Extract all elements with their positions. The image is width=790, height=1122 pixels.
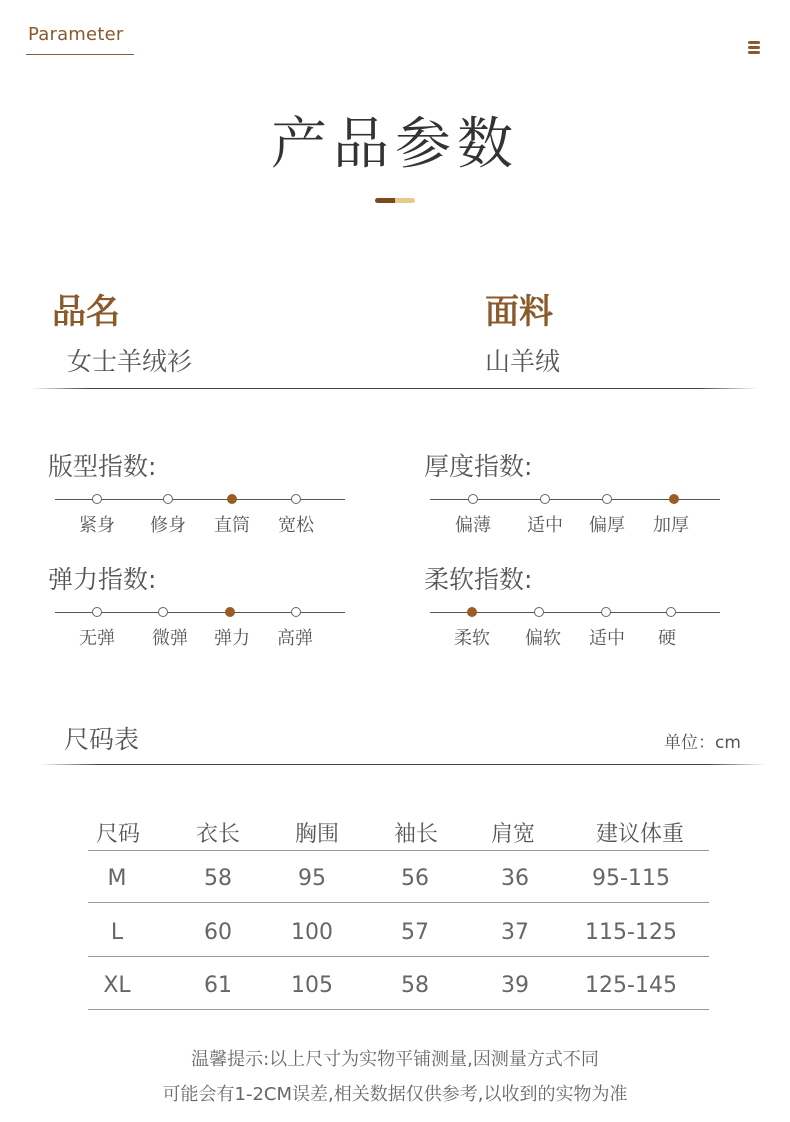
name-heading: 品名 — [52, 292, 120, 332]
thickness-index-label: 厚度指数: — [424, 452, 533, 481]
table-cell: 56 — [401, 866, 429, 891]
unit-label: 单位：cm — [664, 733, 741, 753]
table-row-divider — [88, 902, 709, 903]
tip-line-1: 温馨提示:以上尺寸为实物平铺测量,因测量方式不同 — [191, 1049, 599, 1070]
fit-option-dot[interactable] — [227, 494, 237, 504]
table-cell: 95 — [298, 866, 326, 891]
table-cell: L — [110, 920, 124, 945]
material-heading: 面料 — [485, 292, 553, 332]
fit-option-label: 宽松 — [278, 515, 314, 536]
fit-option-dot[interactable] — [291, 494, 301, 504]
thickness-option-dot[interactable] — [468, 494, 478, 504]
brand-label: Parameter — [28, 24, 124, 45]
elasticity-option-dot[interactable] — [158, 607, 168, 617]
thickness-option-label: 偏厚 — [589, 515, 625, 536]
table-cell: 105 — [291, 973, 333, 998]
table-header-cell: 袖长 — [393, 822, 439, 847]
table-cell: 115-125 — [585, 920, 677, 945]
tip-line-2: 可能会有1-2CM误差,相关数据仅供参考,以收到的实物为准 — [162, 1084, 628, 1105]
elasticity-option-label: 高弹 — [277, 628, 313, 649]
elasticity-option-label: 微弹 — [152, 628, 188, 649]
softness-option-label: 柔软 — [454, 628, 490, 649]
thickness-option-label: 加厚 — [653, 515, 689, 536]
fit-index-label: 版型指数: — [48, 452, 157, 481]
table-cell: M — [107, 866, 127, 891]
elasticity-option-dot[interactable] — [92, 607, 102, 617]
fit-option-label: 修身 — [150, 515, 186, 536]
table-header-cell: 胸围 — [294, 822, 340, 847]
elasticity-option-dot[interactable] — [225, 607, 235, 617]
fit-option-label: 直筒 — [214, 515, 250, 536]
softness-option-label: 适中 — [589, 628, 625, 649]
table-cell: 100 — [291, 920, 333, 945]
softness-option-dot[interactable] — [601, 607, 611, 617]
table-cell: XL — [103, 973, 131, 998]
table-header-cell: 肩宽 — [490, 822, 536, 847]
product-divider — [30, 388, 758, 389]
thickness-option-label: 偏薄 — [455, 515, 491, 536]
softness-option-label: 硬 — [658, 628, 676, 649]
softness-option-dot[interactable] — [467, 607, 477, 617]
table-cell: 60 — [204, 920, 232, 945]
size-divider — [40, 764, 766, 765]
softness-option-dot[interactable] — [666, 607, 676, 617]
table-cell: 58 — [204, 866, 232, 891]
thickness-option-label: 适中 — [527, 515, 563, 536]
table-row-divider — [88, 850, 709, 851]
title-accent-bar — [375, 198, 415, 203]
table-row-divider — [88, 1009, 709, 1010]
elasticity-option-dot[interactable] — [291, 607, 301, 617]
table-header-cell: 建议体重 — [595, 822, 685, 847]
table-cell: 61 — [204, 973, 232, 998]
table-header-cell: 衣长 — [195, 822, 241, 847]
name-value: 女士羊绒衫 — [67, 347, 193, 376]
table-cell: 57 — [401, 920, 429, 945]
table-cell: 125-145 — [585, 973, 677, 998]
brand-underline — [26, 54, 134, 55]
fit-option-label: 紧身 — [79, 515, 115, 536]
table-row-divider — [88, 956, 709, 957]
table-cell: 39 — [501, 973, 529, 998]
softness-index-label: 柔软指数: — [424, 565, 533, 594]
table-cell: 95-115 — [592, 866, 670, 891]
thickness-option-dot[interactable] — [540, 494, 550, 504]
menu-icon[interactable] — [748, 41, 760, 55]
table-cell: 37 — [501, 920, 529, 945]
softness-option-label: 偏软 — [525, 628, 561, 649]
material-value: 山羊绒 — [485, 347, 561, 376]
elasticity-option-label: 无弹 — [79, 628, 115, 649]
softness-option-dot[interactable] — [534, 607, 544, 617]
size-table-title: 尺码表 — [64, 725, 140, 754]
table-cell: 58 — [401, 973, 429, 998]
fit-option-dot[interactable] — [92, 494, 102, 504]
thickness-option-dot[interactable] — [669, 494, 679, 504]
table-header-cell: 尺码 — [95, 822, 141, 847]
elasticity-index-label: 弹力指数: — [48, 565, 157, 594]
fit-option-dot[interactable] — [163, 494, 173, 504]
elasticity-option-label: 弹力 — [214, 628, 250, 649]
thickness-option-dot[interactable] — [602, 494, 612, 504]
table-cell: 36 — [501, 866, 529, 891]
page-title: 产品参数 — [271, 112, 519, 177]
